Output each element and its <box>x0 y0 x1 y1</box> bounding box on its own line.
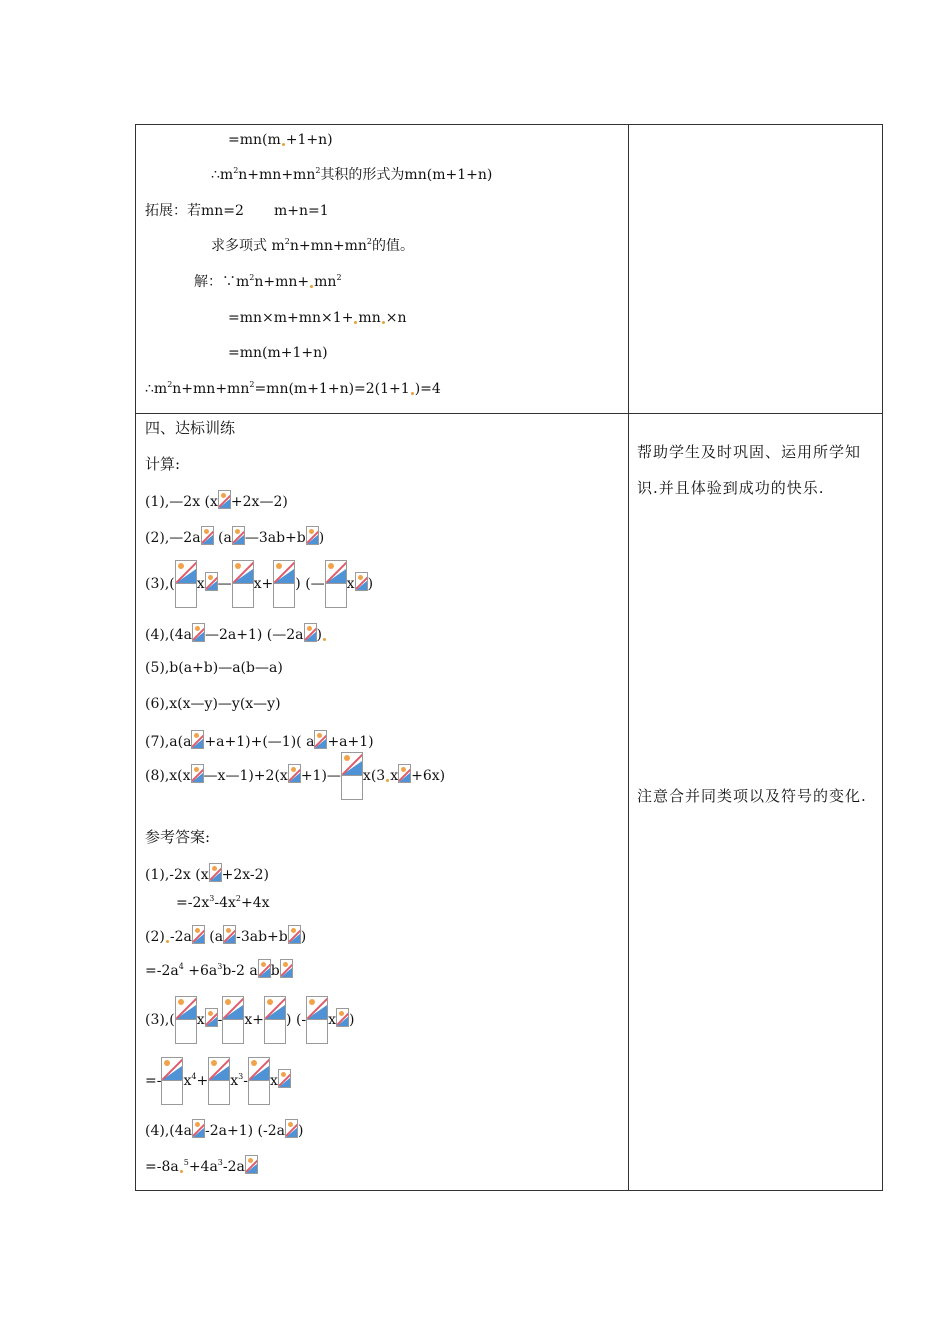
answer-2: (2) -2a (a -3ab+b ) <box>145 925 306 946</box>
image-placeholder-icon <box>355 572 368 591</box>
image-placeholder-icon <box>192 925 205 944</box>
fraction-image-icon <box>208 1057 230 1105</box>
image-placeholder-icon <box>245 1155 258 1174</box>
text-line: 求多项式 $m^2n+mn+mn^2$的值。 <box>211 237 414 254</box>
image-placeholder-icon <box>398 764 411 783</box>
fraction-image-icon <box>248 1057 270 1105</box>
fraction-image-icon <box>306 996 328 1044</box>
text-line: $\therefore m^2n+mn+mn^2=mn(m+1+n)=2(1+1$ )=4 <box>145 380 441 397</box>
content-cell <box>136 414 629 1191</box>
answer-4-result: =-8a $^5+4a^3-2a$ <box>145 1155 258 1176</box>
text-line: =mn×m+mn×1+ mn ×n <box>228 310 407 326</box>
note-sign-change: 注意合并同类项以及符号的变化. <box>637 787 867 805</box>
fraction-image-icon <box>222 996 244 1044</box>
image-placeholder-icon <box>288 925 301 944</box>
image-placeholder-icon <box>278 1069 291 1088</box>
image-placeholder-icon <box>336 1008 349 1027</box>
text-line: 解：$\because m^2n+mn+ mn^2$ <box>194 273 342 290</box>
image-placeholder-icon <box>218 490 231 509</box>
image-placeholder-icon <box>288 764 301 783</box>
fraction-image-icon <box>175 560 197 608</box>
note-cell <box>629 125 883 414</box>
image-placeholder-icon <box>232 526 245 545</box>
answer-3: (3),( x - x+ ) (- x ) <box>145 994 355 1046</box>
calc-label: 计算: <box>145 455 181 473</box>
fraction-image-icon <box>325 560 347 608</box>
image-placeholder-icon <box>306 526 319 545</box>
answer-3-result: =- $x^4+$ $x^3-$ x <box>145 1055 291 1107</box>
image-placeholder-icon <box>192 623 205 642</box>
fraction-image-icon <box>341 752 363 800</box>
image-placeholder-icon <box>314 730 327 749</box>
image-placeholder-icon <box>192 1119 205 1138</box>
image-placeholder-icon <box>205 1008 218 1027</box>
fraction-image-icon <box>264 996 286 1044</box>
problem-1: (1),—2x (x +2x—2) <box>145 490 288 511</box>
problem-5: (5),b(a+b)—a(b—a) <box>145 660 283 676</box>
image-placeholder-icon <box>223 925 236 944</box>
fraction-image-icon <box>232 560 254 608</box>
image-placeholder-icon <box>304 623 317 642</box>
fraction-image-icon <box>273 560 295 608</box>
image-placeholder-icon <box>209 863 222 882</box>
problem-3: (3),( x — x+ ) (— x ) <box>145 558 373 610</box>
problem-7: (7),a(a +a+1)+(—1)( a +a+1) <box>145 730 374 751</box>
text-line: 拓展：若mn=2 m+n=1 <box>145 203 329 219</box>
answer-4: (4),(4a -2a+1) (-2a ) <box>145 1119 303 1140</box>
text-line: $\therefore m^2n+mn+mn^2$其积的形式为mn(m+1+n) <box>211 166 493 183</box>
text-line: =mn(m +1+n) <box>228 132 333 148</box>
problem-8: (8),x(x —x—1)+2(x +1)— x(3 x +6x) <box>145 750 445 802</box>
image-placeholder-icon <box>258 959 271 978</box>
image-placeholder-icon <box>280 959 293 978</box>
note-consolidate: 帮助学生及时巩固、运用所学知识.并且体验到成功的快乐. <box>637 443 862 497</box>
answer-1: (1),-2x (x +2x-2) <box>145 863 269 884</box>
answers-title: 参考答案: <box>145 828 211 846</box>
fraction-image-icon <box>161 1057 183 1105</box>
answer-2-result: $=-2a^4 +6a^3b-2$ a b <box>145 959 293 980</box>
image-placeholder-icon <box>201 526 214 545</box>
note-cell <box>629 414 883 1191</box>
image-placeholder-icon <box>285 1119 298 1138</box>
fraction-image-icon <box>175 996 197 1044</box>
lesson-table <box>135 124 883 1191</box>
answer-1-result: $=-2x^3-4x^2+4x$ <box>176 894 270 911</box>
image-placeholder-icon <box>191 764 204 783</box>
text-line: =mn(m+1+n) <box>228 345 328 361</box>
problem-6: (6),x(x—y)—y(x—y) <box>145 696 281 712</box>
image-placeholder-icon <box>191 730 204 749</box>
section-title: 四、达标训练 <box>145 419 236 437</box>
problem-2: (2),—2a (a —3ab+b ) <box>145 526 324 547</box>
table-row <box>136 414 883 1191</box>
problem-4: (4),(4a —2a+1) (—2a ) <box>145 623 327 644</box>
image-placeholder-icon <box>205 572 218 591</box>
content-cell <box>136 125 629 414</box>
table-row <box>136 125 883 414</box>
